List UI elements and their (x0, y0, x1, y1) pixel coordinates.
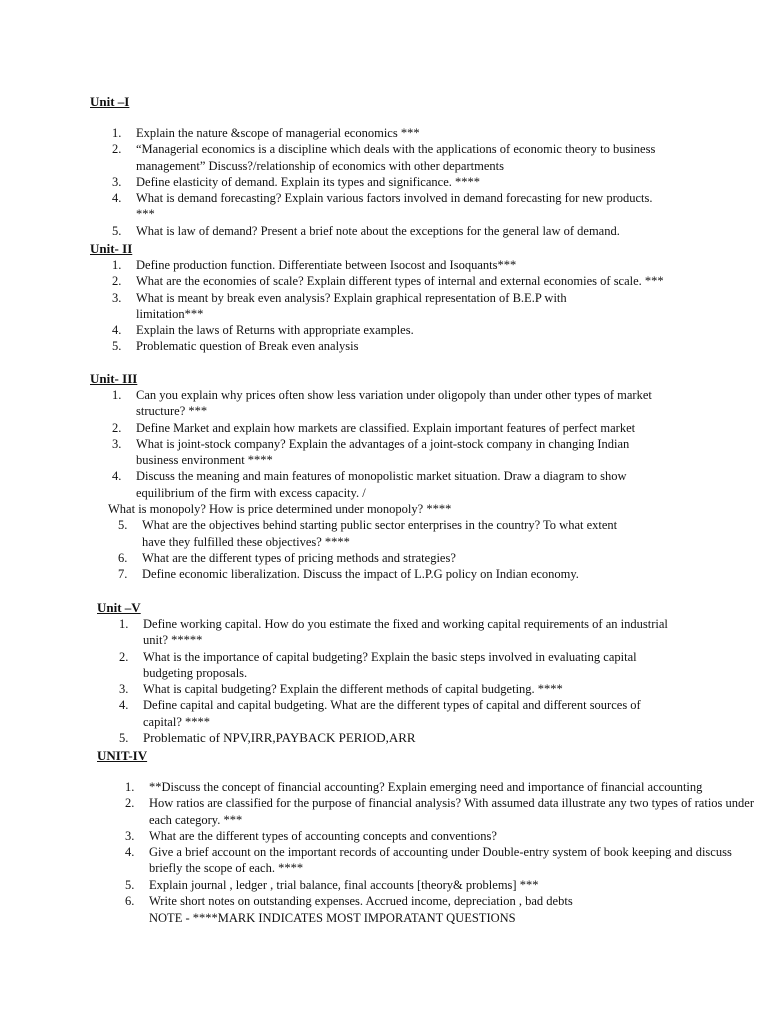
question-text: Define economic liberalization. Discuss the impact of L.P.G policy on Indian economy. (142, 567, 579, 582)
question-text-extra: What is monopoly? How is price determined under monopoly? **** (108, 502, 452, 517)
list-item (112, 387, 685, 420)
question-text: Give a brief account on the important records of accounting under Double-entry system of book keeping and discuss briefly the scope of each. **** (149, 845, 732, 876)
question-text: What are the different types of accounting concepts and conventions? (149, 828, 497, 843)
list-item (125, 877, 765, 893)
question-text: Explain the laws of Returns with appropriate examples. (136, 323, 414, 338)
list-item (112, 566, 685, 582)
question-text: What is demand forecasting? Explain various factors involved in demand forecasting for new products. *** (136, 191, 653, 222)
question-text: What are the different types of pricing methods and strategies? (142, 550, 456, 565)
unit-5-section (97, 600, 682, 746)
list-item (112, 190, 656, 223)
unit-3-section (90, 371, 685, 583)
list-item (119, 697, 682, 730)
question-number: 4. (112, 323, 122, 338)
question-text: Problematic question of Break even analysis (136, 339, 359, 354)
question-number: 3. (125, 828, 135, 843)
list-item (125, 795, 765, 828)
question-number: 4. (125, 845, 135, 860)
unit-5-questions (97, 616, 682, 746)
question-text: Explain the nature &scope of managerial economics *** (136, 126, 420, 140)
list-item (112, 436, 646, 469)
question-number: 5. (119, 731, 129, 746)
list-item (112, 223, 675, 239)
question-text: What is joint-stock company? Explain the advantages of a joint-stock company in changing Indian business environment **** (136, 436, 630, 468)
question-text: “Managerial economics is a discipline which deals with the applications of economic theory to business management” Discuss?/relationship of economics with other departments (136, 142, 656, 173)
question-number: 2. (125, 796, 135, 811)
list-item (125, 893, 765, 909)
question-number: 3. (112, 290, 122, 305)
question-number: 1. (112, 126, 122, 140)
list-item (112, 257, 675, 273)
question-text: Write short notes on outstanding expenses. Accrued income, depreciation , bad debts (149, 894, 573, 909)
question-text: Define working capital. How do you estimate the fixed and working capital requirements of an industrial unit? ***** (143, 617, 668, 648)
question-number: 6. (118, 550, 128, 565)
question-number: 4. (112, 191, 122, 206)
list-item (112, 125, 675, 141)
unit-4-title: UNIT-IV (97, 748, 148, 763)
list-item (119, 681, 682, 697)
question-number: 7. (118, 567, 128, 582)
unit-2-title: Unit- II (90, 241, 133, 256)
list-item (112, 290, 626, 323)
list-item (112, 174, 675, 190)
list-item (112, 322, 675, 338)
question-number: 2. (112, 420, 122, 435)
list-item (112, 550, 685, 566)
unit-2-section (90, 241, 675, 355)
question-text: What are the economies of scale? Explain different types of internal and external economies of scale. *** (136, 274, 664, 289)
question-number: 1. (119, 617, 129, 631)
question-number: 2. (112, 274, 122, 289)
question-text: Can you explain why prices often show less variation under oligopoly than under other types of market structure? *** (136, 388, 652, 419)
question-number: 5. (118, 518, 128, 533)
question-number: 1. (112, 258, 122, 272)
unit-4-section (97, 748, 765, 909)
list-item (112, 517, 642, 550)
question-text: **Discuss the concept of financial accounting? Explain emerging need and importance of financial accounting (149, 780, 703, 794)
question-text: What is the importance of capital budgeting? Explain the basic steps involved in evaluating capital budgeting proposals. (143, 649, 637, 680)
question-number: 3. (112, 174, 122, 189)
question-number: 3. (112, 436, 122, 451)
question-number: 1. (112, 388, 122, 402)
question-number: 4. (119, 698, 129, 713)
list-item (119, 730, 682, 746)
list-item (112, 273, 675, 289)
question-text: Define Market and explain how markets are classified. Explain important features of perfect market (136, 420, 636, 435)
question-number: 1. (125, 780, 135, 794)
question-number: 3. (119, 682, 129, 697)
question-text: Problematic of NPV,IRR,PAYBACK PERIOD,ARR (143, 730, 416, 746)
question-number: 2. (112, 142, 122, 157)
list-item (125, 828, 765, 844)
question-text: Define elasticity of demand. Explain its types and significance. **** (136, 174, 481, 189)
question-text: Explain journal , ledger , trial balance, final accounts [theory& problems] *** (149, 877, 539, 892)
importance-note: NOTE - ****MARK INDICATES MOST IMPORATANT QUESTIONS (149, 911, 516, 925)
question-text: What is meant by break even analysis? Explain graphical representation of B.E.P with limitation*** (136, 290, 567, 321)
list-item (108, 468, 685, 517)
list-item (112, 338, 675, 354)
list-item (119, 616, 682, 649)
list-item (125, 779, 765, 795)
unit-1-section (90, 94, 675, 239)
question-number: 2. (119, 649, 129, 664)
question-text: What is law of demand? Present a brief note about the exceptions for the general law of demand. (136, 223, 620, 238)
question-text: Define production function. Differentiate between Isocost and Isoquants*** (136, 258, 517, 272)
unit-1-questions (90, 125, 675, 239)
unit-5-title: Unit –V (97, 600, 141, 615)
unit-1-title: Unit –I (90, 94, 130, 109)
question-text: Discuss the meaning and main features of monopolistic market situation. Draw a diagram to show equilibrium of the firm with excess capacity. / (136, 469, 627, 500)
unit-3-questions (90, 387, 685, 583)
question-text: How ratios are classified for the purpose of financial analysis? With assumed data illustrate any two types of ratios under each category. *** (149, 796, 754, 827)
list-item (119, 649, 663, 682)
question-text: Define capital and capital budgeting. What are the different types of capital and different sources of capital? **** (143, 698, 641, 729)
list-item (125, 844, 765, 877)
question-number: 5. (112, 223, 122, 238)
list-item (112, 420, 636, 436)
question-number: 4. (112, 469, 122, 484)
list-item (112, 141, 675, 174)
unit-2-questions (90, 257, 675, 355)
question-number: 5. (112, 339, 122, 354)
question-number: 5. (125, 877, 135, 892)
question-text: What are the objectives behind starting public sector enterprises in the country? To what extent have they fulfilled these objectives? **** (142, 518, 618, 549)
unit-3-title: Unit- III (90, 371, 138, 386)
question-text: What is capital budgeting? Explain the different methods of capital budgeting. **** (143, 682, 563, 697)
question-number: 6. (125, 894, 135, 909)
unit-4-questions (97, 779, 765, 909)
